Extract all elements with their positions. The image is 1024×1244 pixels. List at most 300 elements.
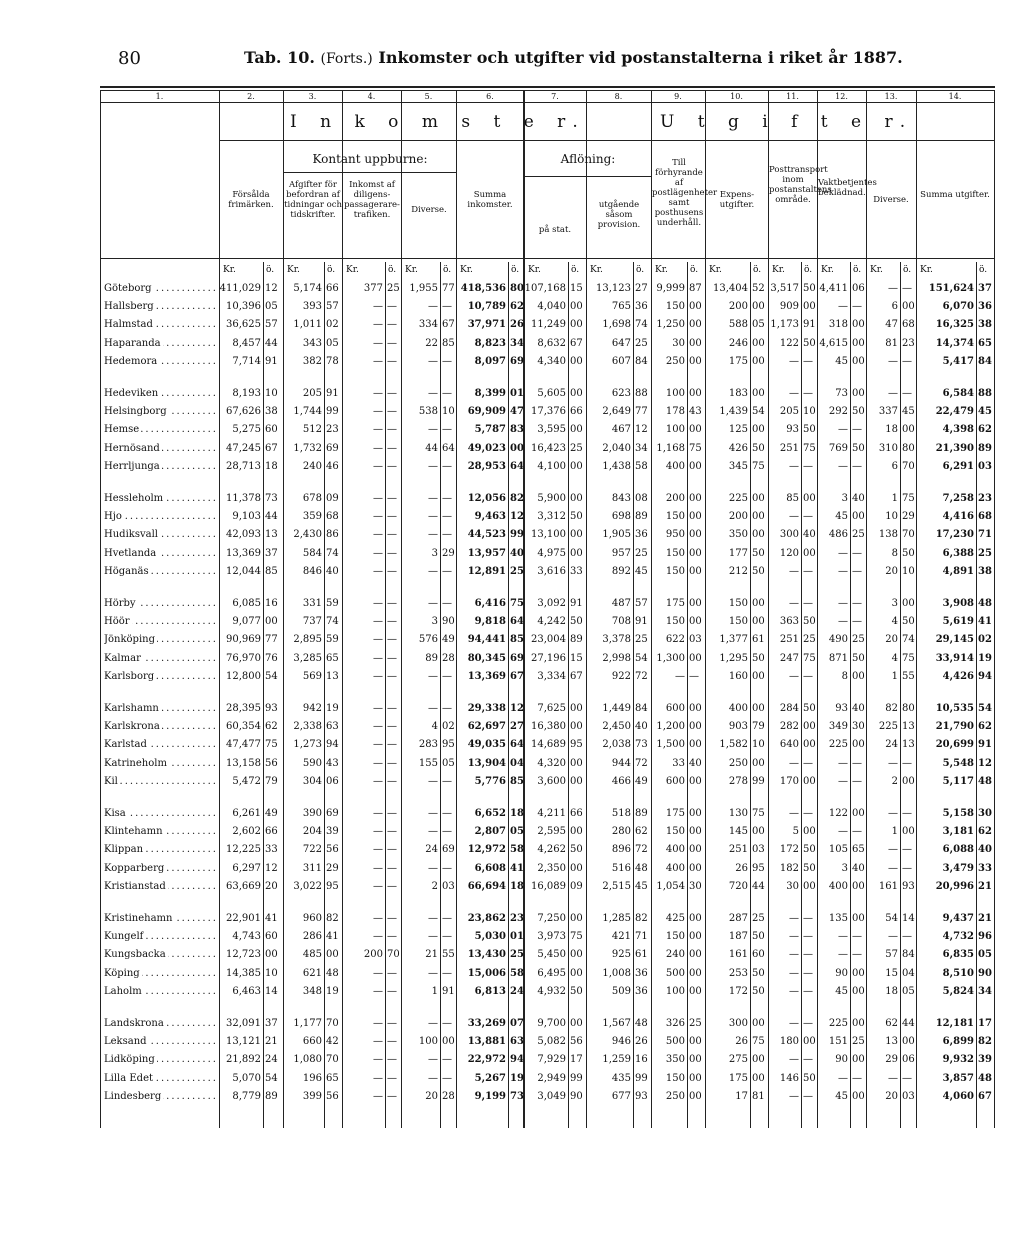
cell-ore: — — [803, 1054, 813, 1066]
cell-ore: 00 — [689, 739, 702, 751]
cell-kronor: 12,056 — [467, 493, 506, 504]
cell-kronor: 3,022 — [293, 880, 322, 892]
cell-ore: 54 — [265, 670, 278, 682]
cell-kronor: 22,479 — [935, 406, 974, 418]
cell-ore: 00 — [902, 598, 915, 609]
cell-kronor: — — [888, 757, 898, 769]
cell-kronor: — — [373, 703, 383, 714]
cell-ore: 73 — [510, 1090, 524, 1102]
row-place-name — [104, 406, 216, 417]
cell-ore: — — [803, 757, 813, 769]
cell-kronor: 300 — [779, 529, 799, 541]
cell-ore: 14 — [902, 913, 915, 924]
cell-kronor: 22 — [425, 337, 438, 349]
cell-ore: 84 — [635, 703, 648, 714]
cell-ore: — — [442, 424, 452, 436]
cell-kronor: 8 — [891, 547, 898, 559]
kontant-heading: Kontant uppburne: — [312, 152, 428, 166]
cell-ore: 00 — [689, 460, 702, 472]
cell-ore: 00 — [570, 967, 583, 979]
unit-kr: Kr. — [528, 265, 541, 275]
cell-ore: 14 — [265, 985, 278, 997]
cell-ore: 00 — [852, 511, 865, 523]
cell-kronor: 278 — [728, 775, 748, 787]
cell-ore: 00 — [852, 967, 865, 979]
place-name: Kristinehamn — [104, 913, 173, 924]
cell-kronor: 310 — [878, 442, 898, 454]
cell-kronor: — — [373, 355, 383, 367]
cell-kronor: 5,174 — [293, 283, 322, 294]
cell-ore: 00 — [570, 1018, 583, 1029]
cell-kronor: 400 — [828, 880, 848, 892]
cell-ore: 69 — [326, 442, 339, 454]
cell-kronor: 349 — [828, 721, 848, 733]
cell-kronor: 150 — [665, 301, 685, 313]
cell-kronor: 2,602 — [232, 826, 261, 838]
cell-ore: 40 — [803, 529, 816, 541]
unit-kr: Kr. — [346, 265, 359, 275]
cell-ore: 00 — [852, 337, 865, 349]
column-number: 8. — [614, 92, 623, 101]
place-name: Hernösand — [104, 442, 160, 454]
cell-ore: 83 — [510, 424, 524, 436]
ore-separator — [850, 262, 851, 1128]
cell-kronor: 622 — [665, 634, 685, 646]
cell-kronor: 584 — [302, 547, 322, 559]
row-place-name — [104, 461, 216, 472]
cell-kronor: 107,168 — [524, 283, 566, 294]
cell-kronor: — — [373, 826, 383, 838]
cell-kronor: 6,463 — [232, 985, 261, 997]
cell-kronor: 960 — [302, 913, 322, 924]
cell-kronor: — — [373, 598, 383, 609]
cell-kronor: 5,070 — [232, 1072, 261, 1084]
place-name: Lidköping — [104, 1054, 155, 1066]
unit-ore: ö. — [636, 265, 645, 275]
cell-kronor: — — [373, 634, 383, 646]
unit-ore: ö. — [388, 265, 397, 275]
cell-kronor: — — [373, 319, 383, 331]
cell-kronor: 182 — [779, 862, 799, 874]
cell-kronor: 1,438 — [602, 460, 631, 472]
cell-kronor: 26 — [735, 862, 748, 874]
cell-ore: 80 — [902, 703, 915, 714]
cell-ore: 00 — [689, 598, 702, 609]
cell-ore: 00 — [852, 388, 865, 399]
cell-ore: — — [803, 388, 813, 399]
cell-ore: 91 — [326, 388, 339, 399]
cell-kronor: — — [373, 301, 383, 313]
cell-ore: 49 — [265, 808, 278, 819]
cell-ore: 74 — [326, 616, 339, 628]
cell-kronor: 3,616 — [537, 565, 566, 577]
cell-ore: 59 — [326, 634, 339, 646]
cell-kronor: 3 — [431, 616, 438, 628]
cell-ore: 60 — [265, 931, 278, 943]
cell-kronor: — — [789, 808, 799, 819]
cell-kronor: — — [428, 460, 438, 472]
cell-kronor: 90 — [835, 1054, 848, 1066]
cell-ore: 00 — [689, 565, 702, 577]
cell-ore: 56 — [326, 844, 339, 856]
cell-ore: 59 — [326, 598, 339, 609]
cell-kronor: 81 — [885, 337, 898, 349]
cell-ore: 82 — [326, 913, 339, 924]
cell-ore: 67 — [570, 337, 583, 349]
cell-kronor: 490 — [828, 634, 848, 646]
cell-kronor: — — [373, 616, 383, 628]
cell-kronor: 4,416 — [942, 511, 974, 523]
cell-ore: 00 — [752, 493, 765, 504]
cell-ore: — — [852, 547, 862, 559]
cell-ore: 50 — [852, 442, 865, 454]
column-number: 4. — [367, 92, 376, 101]
cell-ore: 50 — [852, 652, 865, 664]
cell-kronor: — — [789, 757, 799, 769]
cell-ore: 50 — [752, 652, 765, 664]
cell-ore: 26 — [635, 1036, 648, 1048]
cell-kronor: 29,338 — [467, 703, 506, 714]
cell-kronor: 5,275 — [232, 424, 261, 436]
cell-kronor: 2,038 — [602, 739, 631, 751]
cell-kronor: 9,700 — [537, 1018, 566, 1029]
cell-ore: 00 — [752, 1018, 765, 1029]
cell-kronor: 4,320 — [537, 757, 566, 769]
cell-kronor: 2 — [431, 880, 438, 892]
cell-ore: — — [442, 388, 452, 399]
cell-ore: 91 — [635, 616, 648, 628]
cell-kronor: 500 — [665, 967, 685, 979]
cell-ore: 82 — [978, 1036, 992, 1048]
place-name: Hörby — [104, 598, 136, 609]
cell-ore: 50 — [752, 985, 765, 997]
cell-ore: 13 — [265, 529, 278, 541]
cell-kronor: 6,416 — [474, 598, 506, 609]
cell-kronor: 17,376 — [531, 406, 566, 418]
cell-ore: 80 — [902, 442, 915, 454]
cell-ore: 17 — [570, 1054, 583, 1066]
cell-ore: 48 — [635, 1018, 648, 1029]
cell-ore: 50 — [803, 283, 816, 294]
cell-kronor: 871 — [828, 652, 848, 664]
cell-ore: — — [387, 808, 397, 819]
place-name: Hvetlanda — [104, 547, 157, 559]
cell-ore: 85 — [510, 775, 524, 787]
cell-ore: — — [902, 844, 912, 856]
row-place-name — [104, 566, 216, 577]
cell-ore: — — [803, 913, 813, 924]
column-separator — [524, 90, 525, 1128]
cell-ore: — — [442, 775, 452, 787]
cell-kronor: 204 — [302, 826, 322, 838]
cell-ore: 19 — [326, 985, 339, 997]
cell-ore: 44 — [265, 511, 278, 523]
cell-ore: — — [442, 1054, 452, 1066]
cell-kronor: 516 — [611, 862, 631, 874]
cell-kronor: 33,914 — [935, 652, 974, 664]
cell-kronor: 1 — [891, 670, 898, 682]
cell-ore: 75 — [570, 931, 583, 943]
cell-ore: 00 — [852, 1090, 865, 1102]
cell-kronor: 150 — [728, 616, 748, 628]
unit-kr: Kr. — [287, 265, 300, 275]
row-place-name — [104, 931, 216, 942]
cell-ore: — — [387, 652, 397, 664]
cell-ore: 40 — [978, 844, 992, 856]
cell-kronor: 331 — [302, 598, 322, 609]
table-title — [244, 48, 903, 67]
cell-ore: — — [387, 388, 397, 399]
cell-ore: 62 — [978, 424, 992, 436]
cell-kronor: 518 — [611, 808, 631, 819]
cell-ore: 90 — [978, 967, 992, 979]
cell-kronor: 3,600 — [537, 775, 566, 787]
cell-ore: — — [387, 670, 397, 682]
cell-ore: 00 — [752, 703, 765, 714]
cell-ore: 00 — [689, 493, 702, 504]
col9-header: Till förhyrande af postlägenheter samt posthusens underhåll. — [652, 158, 718, 228]
cell-ore: 00 — [510, 442, 524, 454]
cell-kronor: 20,996 — [935, 880, 974, 892]
cell-kronor: 7,250 — [537, 913, 566, 924]
cell-ore: 76 — [265, 652, 278, 664]
cell-ore: 21 — [978, 913, 992, 924]
cell-kronor: — — [838, 931, 848, 943]
cell-ore: 55 — [442, 949, 455, 961]
cell-ore: — — [387, 634, 397, 646]
cell-kronor: 20,699 — [935, 739, 974, 751]
cell-ore: 41 — [326, 931, 339, 943]
cell-ore: 25 — [635, 634, 648, 646]
cell-kronor: — — [789, 511, 799, 523]
cell-ore: 75 — [902, 652, 915, 664]
page-number: 80 — [118, 48, 141, 69]
cell-ore: 09 — [326, 493, 339, 504]
cell-kronor: 150 — [665, 826, 685, 838]
cell-kronor: — — [373, 1090, 383, 1102]
cell-kronor: 17,230 — [935, 529, 974, 541]
cell-ore: 40 — [689, 757, 702, 769]
cell-ore: — — [387, 880, 397, 892]
cell-ore: 34 — [978, 985, 992, 997]
row-place-name — [104, 356, 216, 367]
cell-ore: 25 — [852, 529, 865, 541]
cell-ore: 48 — [635, 862, 648, 874]
cell-ore: 37 — [978, 283, 992, 294]
top-rule — [100, 86, 995, 88]
row-place-name — [104, 1073, 216, 1084]
cell-kronor: 54 — [885, 913, 898, 924]
cell-ore: 89 — [570, 634, 583, 646]
cell-ore: 00 — [570, 547, 583, 559]
cell-kronor: 11,378 — [226, 493, 261, 504]
cell-ore: 38 — [978, 565, 992, 577]
cell-kronor: — — [428, 670, 438, 682]
cell-ore: 67 — [265, 442, 278, 454]
cell-kronor: — — [428, 388, 438, 399]
cell-ore: 00 — [570, 301, 583, 313]
row-place-name — [104, 721, 216, 732]
cell-kronor: 200 — [728, 511, 748, 523]
cell-ore: 24 — [265, 1054, 278, 1066]
cell-kronor: 37,971 — [467, 319, 506, 331]
cell-kronor: — — [428, 598, 438, 609]
cell-ore: 00 — [689, 967, 702, 979]
place-name: Leksand — [104, 1036, 147, 1048]
row-place-name — [104, 616, 216, 627]
cell-ore: 68 — [326, 511, 339, 523]
cell-kronor: 4,340 — [537, 355, 566, 367]
cell-kronor: — — [373, 406, 383, 418]
cell-kronor: 466 — [611, 775, 631, 787]
cell-ore: 66 — [570, 406, 583, 418]
cell-kronor: 251 — [779, 442, 799, 454]
cell-ore: — — [803, 931, 813, 943]
column-number: 14. — [948, 92, 962, 101]
cell-ore: 48 — [978, 1072, 992, 1084]
cell-kronor: 1 — [891, 493, 898, 504]
cell-kronor: 20 — [885, 565, 898, 577]
cell-kronor: 4,262 — [537, 844, 566, 856]
cell-ore: 00 — [803, 739, 816, 751]
cell-kronor: — — [373, 985, 383, 997]
cell-kronor: 9,818 — [474, 616, 506, 628]
cell-kronor: 909 — [779, 301, 799, 313]
cell-kronor: 150 — [665, 511, 685, 523]
unit-kr: Kr. — [590, 265, 603, 275]
cell-ore: 00 — [689, 721, 702, 733]
cell-kronor: — — [373, 1072, 383, 1084]
column-number: 6. — [486, 92, 494, 101]
cell-ore: 03 — [902, 1090, 915, 1102]
cell-ore: 50 — [752, 931, 765, 943]
cell-kronor: 9,103 — [232, 511, 261, 523]
cell-kronor: 600 — [665, 775, 685, 787]
cell-ore: 89 — [265, 1090, 278, 1102]
cell-kronor: 1,744 — [293, 406, 322, 418]
cell-kronor: — — [373, 757, 383, 769]
cell-kronor: 93 — [786, 424, 799, 436]
cell-ore: — — [387, 775, 397, 787]
cell-kronor: — — [428, 493, 438, 504]
cell-ore: 44 — [902, 1018, 915, 1029]
cell-ore: 67 — [510, 670, 524, 682]
cell-ore: — — [902, 388, 912, 399]
cell-kronor: — — [888, 862, 898, 874]
cell-ore: — — [852, 757, 862, 769]
cell-ore: 00 — [752, 670, 765, 682]
cell-ore: 77 — [442, 283, 455, 294]
place-name: Kungsbacka — [104, 949, 166, 961]
ore-separator — [440, 262, 441, 1128]
cell-kronor: 1,285 — [602, 913, 631, 924]
cell-kronor: 20 — [425, 1090, 438, 1102]
cell-kronor: 6,652 — [474, 808, 506, 819]
cell-ore: 43 — [326, 757, 339, 769]
cell-ore: 70 — [387, 949, 400, 961]
cell-ore: 54 — [752, 406, 765, 418]
cell-ore: 00 — [803, 301, 816, 313]
cell-kronor: — — [373, 670, 383, 682]
cell-kronor: — — [838, 757, 848, 769]
cell-ore: 00 — [852, 355, 865, 367]
place-name: Lilla Edet — [104, 1072, 154, 1084]
cell-kronor: 13,430 — [467, 949, 506, 961]
cell-kronor: 3,908 — [942, 598, 974, 609]
cell-kronor: — — [838, 301, 848, 313]
column-number: 2. — [247, 92, 255, 101]
cell-ore: 41 — [978, 616, 992, 628]
kontant-rule — [283, 172, 456, 173]
cell-kronor: 13,100 — [531, 529, 566, 541]
cell-ore: 56 — [570, 1036, 583, 1048]
cell-ore: 00 — [570, 913, 583, 924]
cell-kronor: 334 — [418, 319, 438, 331]
cell-ore: 46 — [326, 460, 339, 472]
row-place-name — [104, 1091, 216, 1102]
cell-kronor: — — [373, 565, 383, 577]
cell-kronor: — — [838, 565, 848, 577]
section-rule — [219, 140, 995, 141]
cell-kronor: 1,905 — [602, 529, 631, 541]
ore-separator — [633, 262, 634, 1128]
cell-kronor: 76,970 — [226, 652, 261, 664]
place-name: Helsingborg — [104, 406, 167, 418]
cell-kronor: — — [789, 967, 799, 979]
cell-ore: — — [387, 319, 397, 331]
cell-ore: 00 — [852, 319, 865, 331]
cell-kronor: 5,900 — [537, 493, 566, 504]
cell-kronor: 946 — [611, 1036, 631, 1048]
cell-kronor: 69,909 — [467, 406, 506, 418]
cell-kronor: 150 — [665, 565, 685, 577]
cell-ore: 02 — [326, 319, 339, 331]
cell-ore: 96 — [978, 931, 992, 943]
cell-ore: 29 — [902, 511, 915, 523]
cell-kronor: 487 — [611, 598, 631, 609]
cell-ore: 25 — [510, 565, 524, 577]
cell-kronor: 26 — [735, 1036, 748, 1048]
place-name: Kungelf — [104, 931, 144, 943]
cell-ore: 00 — [752, 511, 765, 523]
cell-ore: — — [852, 424, 862, 436]
cell-kronor: 1,377 — [719, 634, 748, 646]
cell-kronor: 45 — [835, 1090, 848, 1102]
cell-kronor: 500 — [665, 1036, 685, 1048]
colnum-rule — [100, 102, 995, 103]
cell-kronor: 467 — [611, 424, 631, 436]
cell-ore: 64 — [510, 616, 524, 628]
unit-ore: ö. — [511, 265, 520, 275]
cell-ore: 00 — [803, 547, 816, 559]
cell-ore: 80 — [510, 283, 524, 294]
cell-ore: 00 — [752, 598, 765, 609]
cell-kronor: 105 — [828, 844, 848, 856]
cell-ore: 50 — [803, 703, 816, 714]
cell-kronor: 411,029 — [219, 283, 261, 294]
col8-header: utgående såsom provision. — [597, 200, 641, 230]
cell-kronor: 170 — [779, 775, 799, 787]
cell-ore: 68 — [902, 319, 915, 331]
cell-kronor: 343 — [302, 337, 322, 349]
cell-kronor: 4 — [891, 616, 898, 628]
cell-ore: 23 — [326, 424, 339, 436]
cell-kronor: 5,548 — [942, 757, 974, 769]
cell-kronor: 3,312 — [537, 511, 566, 523]
cell-ore: 75 — [752, 808, 765, 819]
cell-kronor: — — [838, 616, 848, 628]
cell-kronor: 5,472 — [232, 775, 261, 787]
